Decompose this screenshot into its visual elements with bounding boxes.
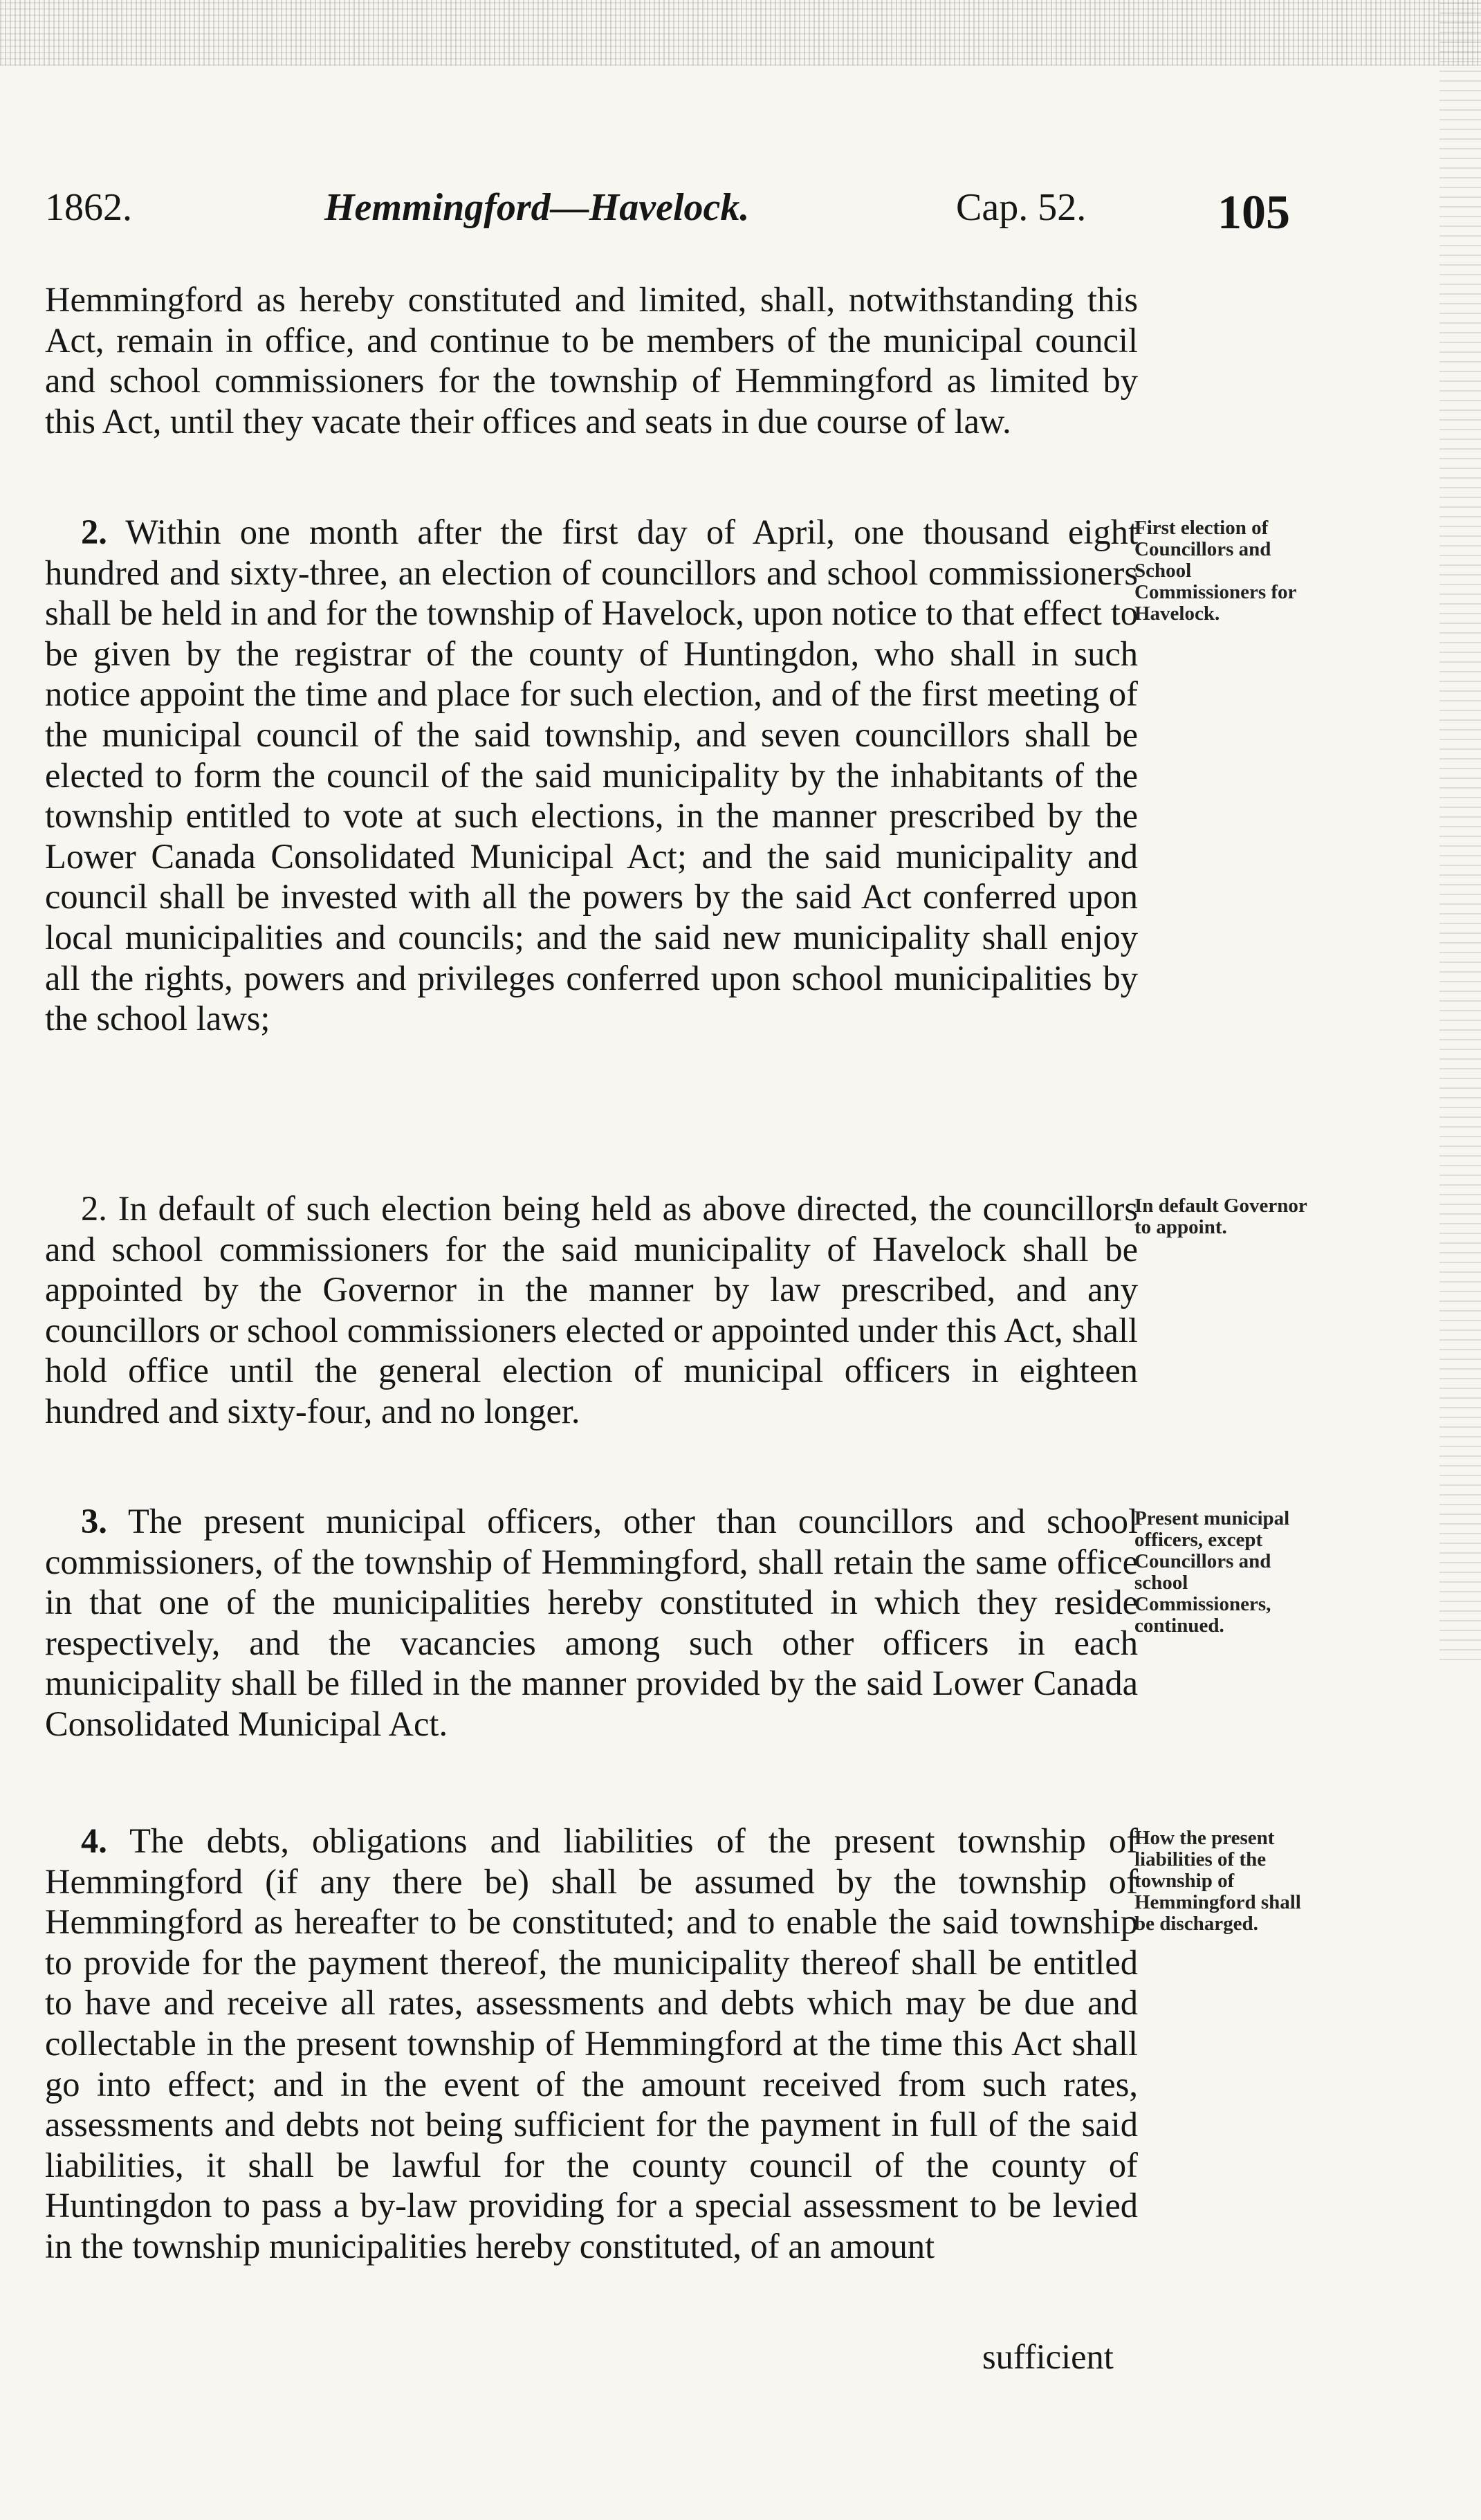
section-number: 3. (81, 1502, 107, 1540)
section-4 (45, 1821, 1138, 2267)
page-number: 105 (1217, 186, 1290, 239)
catchword: sufficient (982, 2337, 1114, 2376)
header-title: Hemmingford—Havelock. (324, 186, 750, 229)
subsection-2 (45, 1188, 1138, 1432)
top-scan-noise (0, 0, 1481, 66)
section-text: The debts, obligations and liabilities of the present township of Hemmingford (if any there be) shall be assumed by the township of Hemmingford as hereafter to be constituted; and to enable the said township to provide for the payment thereof, the municipality thereof shall be entitled to have and receive all rates, assessments and debts which may be due and collectable in the present township of Hemmingford at the time this Act shall go into effect; and in the event of the amount received from such rates, assessments and debts not being sufficient for the payment in full of the said liabilities, it shall be lawful for the county council of the county of Huntingdon to pass a by-law providing for a special assessment to be levied in the township municipalities hereby constituted, of an amount (45, 1821, 1139, 2265)
paragraph-text: Hemmingford as hereby constituted and limited, shall, notwithstanding this Act, remain in office, and continue to be members of the municipal council and school commissioners for the township of Hemmingford as limited by this Act, until they vacate their offices and seats in due course of law. (45, 280, 1138, 441)
section-3 (45, 1501, 1138, 1745)
margin-note-election: First election of Councillors and School Commissioners for Havelock. (1134, 517, 1296, 625)
subsection-number: 2. (81, 1189, 107, 1228)
section-2 (45, 512, 1138, 1039)
page-header (45, 185, 1304, 248)
margin-note-liabilities: How the present liabilities of the township of Hemmingford shall be discharged. (1134, 1827, 1301, 1935)
section-text: Within one month after the first day of April, one thousand eight hundred and sixty-three, an election of councillors and school commissioners shall be held in and for the township of Havelock, upon notice to that effect to be given by the registrar of the county of Huntingdon, who shall in such notice appoint the time and place for such election, and of the first meeting of the municipal council of the said township, and seven councillors shall be elected to form the council of the said municipality by the inhabitants of the township entitled to vote at such elections, in the manner prescribed by the Lower Canada Consolidated Municipal Act; and the said municipality and council shall be invested with all the powers by the said Act conferred upon local municipalities and councils; and the said new municipality shall enjoy all the rights, powers and privileges conferred upon school municipalities by the school laws; (45, 513, 1138, 1038)
header-chapter: Cap. 52. (956, 186, 1087, 229)
margin-note-officers: Present municipal officers, except Councillors and school Commissioners, continued. (1134, 1507, 1290, 1637)
section-number: 2. (81, 513, 107, 551)
section-number: 4. (81, 1821, 107, 1860)
section-text: The present municipal officers, other than councillors and school commissioners, of the township of Hemmingford, shall retain the same office in that one of the municipalities hereby constituted in which they reside respectively, and the vacancies among such other officers in each municipality shall be filled in the manner provided by the said Lower Canada Consolidated Municipal Act. (45, 1502, 1139, 1743)
continued-paragraph (45, 279, 1138, 441)
subsection-text: In default of such election being held as above directed, the councillors and school commissioners for the said municipality of Havelock shall be appointed by the Governor in the manner by law prescribed, and any councillors or school commissioners elected or appointed under this Act, shall hold office until the general election of municipal officers in eighteen hundred and sixty-four, and no longer. (45, 1189, 1139, 1431)
right-scan-noise (1439, 0, 1481, 1660)
header-year: 1862. (45, 186, 132, 229)
margin-note-default: In default Governor to appoint. (1134, 1195, 1307, 1238)
